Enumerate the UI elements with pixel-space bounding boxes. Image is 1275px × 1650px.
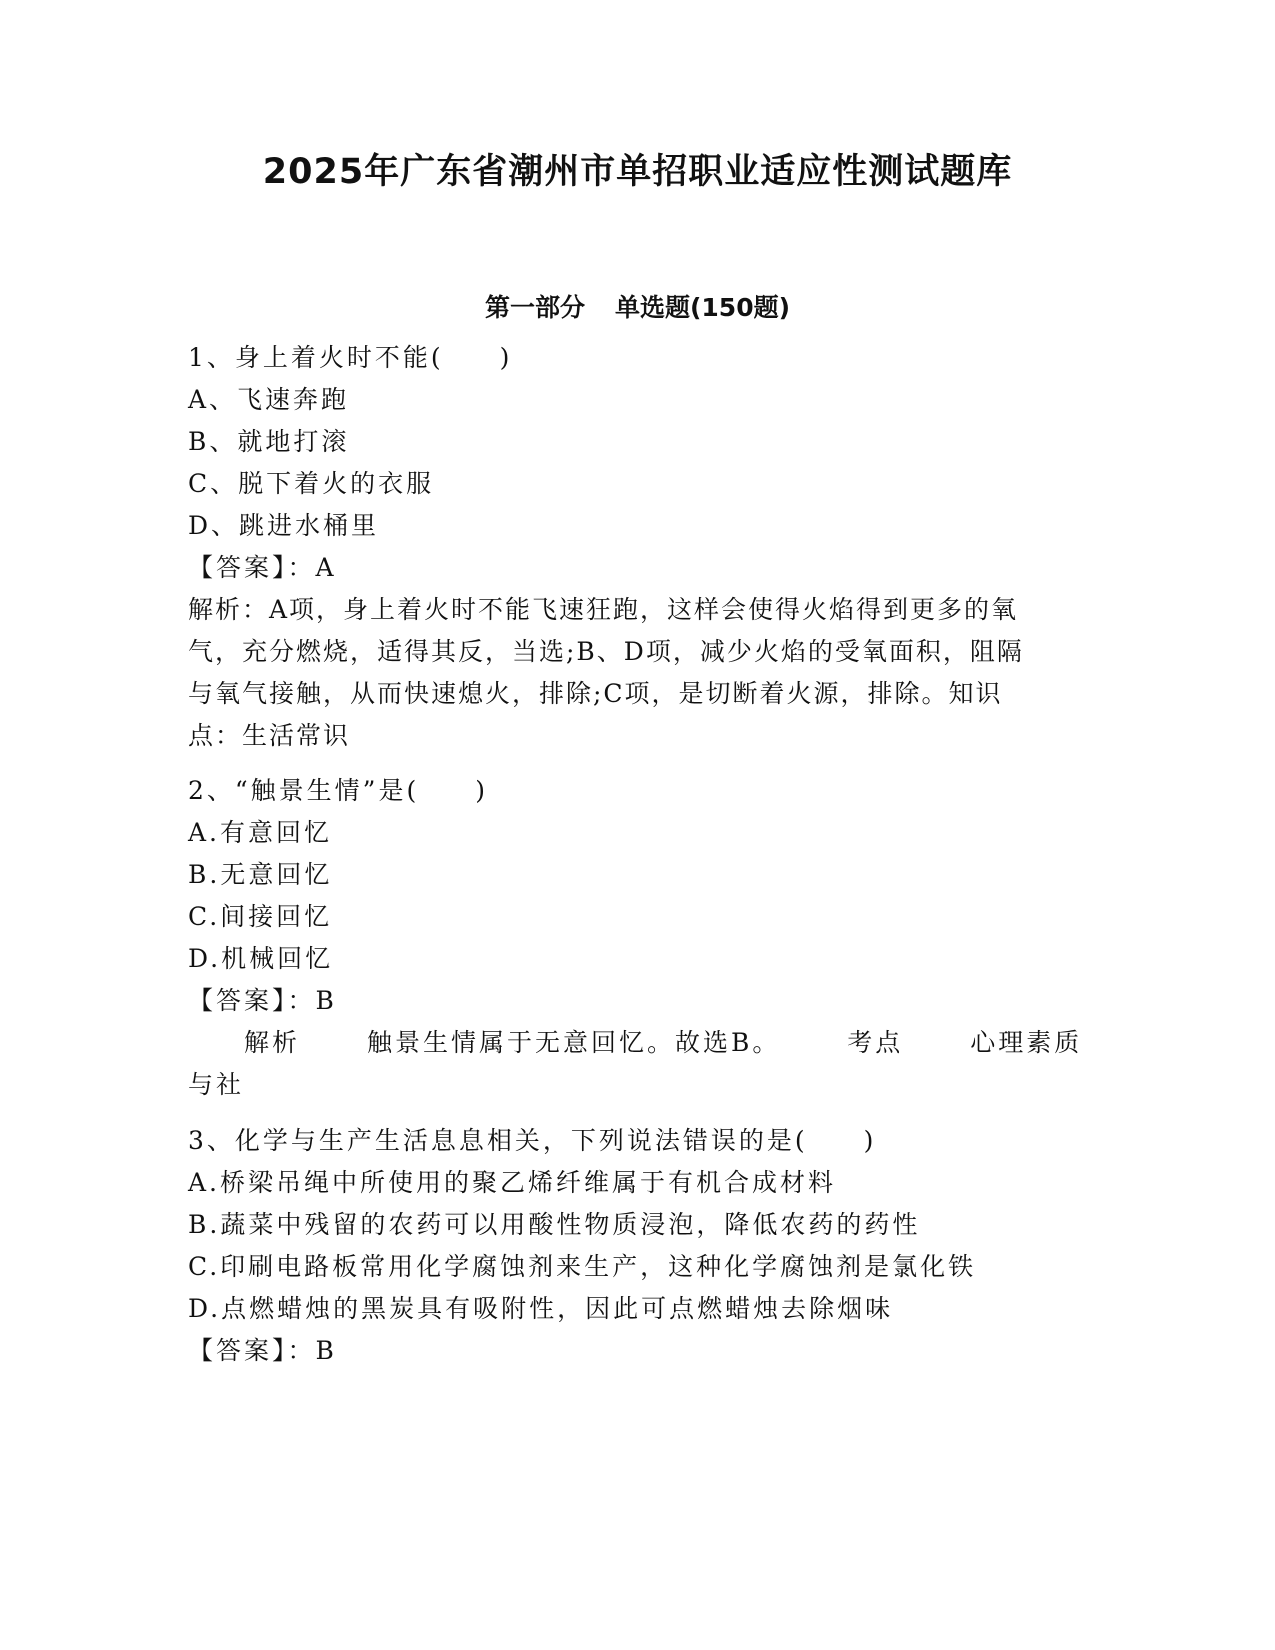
option-d: D.点燃蜡烛的黑炭具有吸附性，因此可点燃蜡烛去除烟味 — [188, 1294, 894, 1323]
option-b: B.无意回忆 — [188, 860, 333, 889]
explanation-line — [188, 1022, 1088, 1064]
explanation-line: 点：生活常识 — [188, 721, 351, 750]
option-c: C.间接回忆 — [188, 902, 333, 931]
option-a: A.有意回忆 — [188, 818, 333, 847]
answer-label: 【答案】：B — [188, 1336, 337, 1365]
explanation-line: 气，充分燃烧，适得其反，当选;B、D项，减少火焰的受氧面积，阻隔 — [188, 637, 1024, 666]
answer-label: 【答案】：B — [188, 986, 337, 1015]
topic-text: 心理素质 — [970, 1028, 1083, 1057]
answer-label: 【答案】：A — [188, 553, 337, 582]
section-part-label: 第一部分 — [484, 293, 585, 322]
option-d: D.机械回忆 — [188, 944, 334, 973]
section-type-label: 单选题(150题) — [614, 293, 791, 322]
option-d: D、跳进水桶里 — [188, 511, 380, 540]
option-b: B.蔬菜中残留的农药可以用酸性物质浸泡，降低农药的药性 — [188, 1210, 921, 1239]
explanation-text: 触景生情属于无意回忆。故选B。 — [366, 1028, 781, 1057]
question-2 — [188, 770, 1088, 1106]
explanation-line: 与社 — [188, 1070, 245, 1099]
option-c: C、脱下着火的衣服 — [188, 469, 435, 498]
question-stem: 2、“触景生情”是( ) — [188, 776, 488, 805]
option-a: A、飞速奔跑 — [188, 385, 350, 414]
document-title: 2025年广东省潮州市单招职业适应性测试题库 — [262, 152, 1013, 192]
explanation-line: 解析：A项，身上着火时不能飞速狂跑，这样会使得火焰得到更多的氧 — [188, 595, 1019, 624]
question-1 — [188, 337, 1088, 757]
topic-label: 考点 — [847, 1028, 904, 1057]
section-title — [0, 291, 1275, 325]
option-b: B、就地打滚 — [188, 427, 350, 456]
question-stem: 1、身上着火时不能( ) — [188, 343, 513, 372]
question-3 — [188, 1120, 1088, 1372]
option-a: A.桥梁吊绳中所使用的聚乙烯纤维属于有机合成材料 — [188, 1168, 837, 1197]
question-stem: 3、化学与生产生活息息相关，下列说法错误的是( ) — [188, 1126, 877, 1155]
explanation-label: 解析 — [244, 1028, 301, 1057]
explanation-line: 与氧气接触，从而快速熄火，排除;C项，是切断着火源，排除。知识 — [188, 679, 1003, 708]
option-c: C.印刷电路板常用化学腐蚀剂来生产，这种化学腐蚀剂是氯化铁 — [188, 1252, 977, 1281]
